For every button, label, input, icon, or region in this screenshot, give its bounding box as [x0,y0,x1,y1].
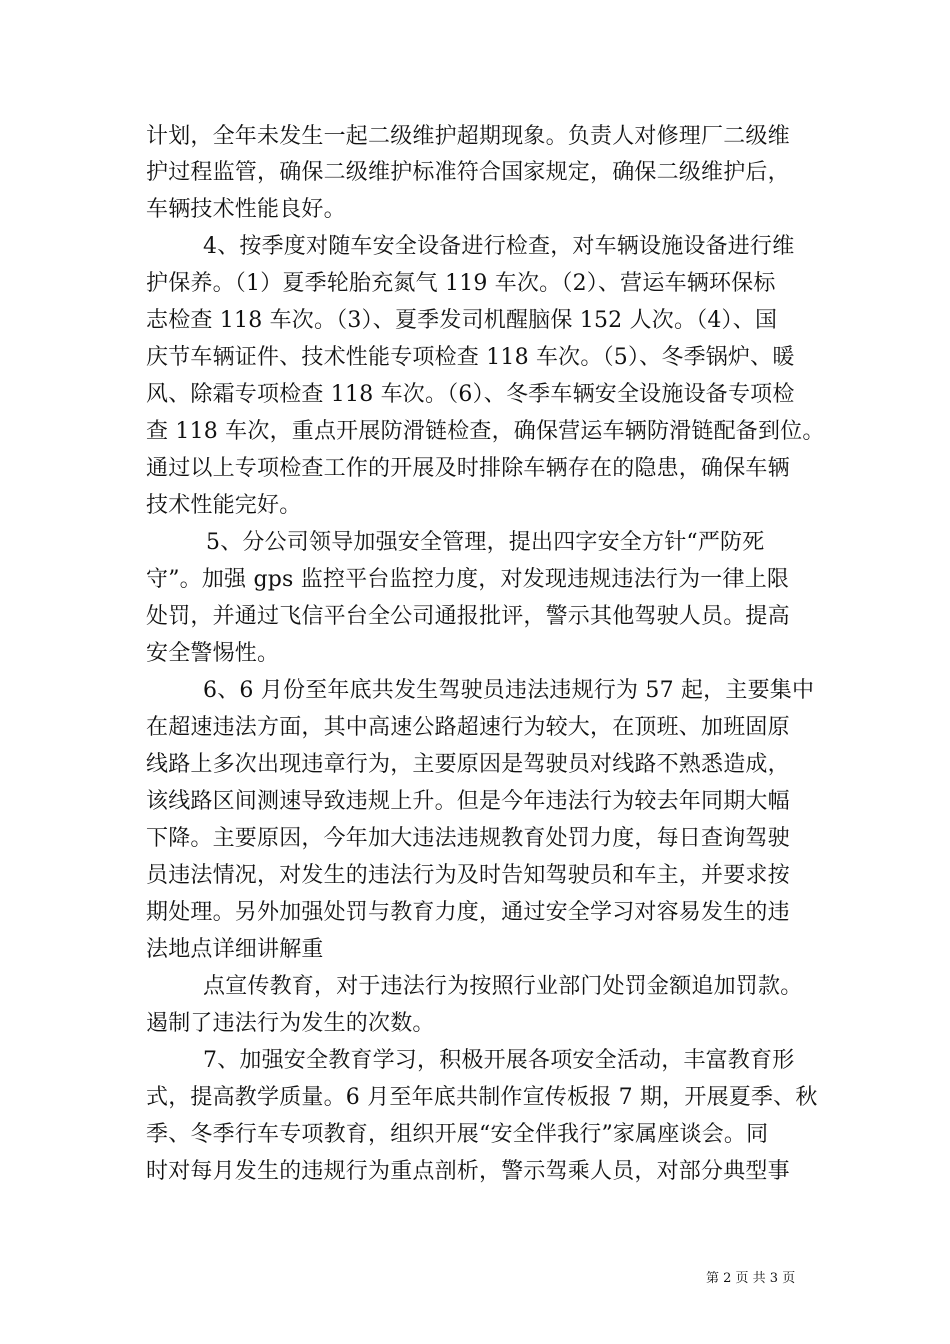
body-text-line: 护过程监管，确保二级维护标准符合国家规定，确保二级维护后， [146,160,790,185]
page-number-footer: 第 2 页 共 3 页 [706,1271,796,1286]
body-text-line: 季、冬季行车专项教育，组织开展“安全伴我行”家属座谈会。同 [146,1122,769,1147]
body-text-line: 点宣传教育，对于违法行为按照行业部门处罚金额追加罚款。 [203,974,803,999]
body-text-line: 技术性能完好。 [146,493,302,518]
body-text-line: 在超速违法方面，其中高速公路超速行为较大，在顶班、加班固原 [146,715,790,740]
paragraph-7-first-line: 7、加强安全教育学习，积极开展各项安全活动，丰富教育形 [203,1048,795,1073]
body-text-line: 计划，全年未发生一起二级维护超期现象。负责人对修理厂二级维 [146,124,790,149]
body-text-line: 庆节车辆证件、技术性能专项检查 118 车次。（5）、冬季锅炉、暖 [146,345,795,370]
body-text-line: 线路上多次出现违章行为，主要原因是驾驶员对线路不熟悉造成， [146,752,790,777]
body-text-line: 式，提高教学质量。6 月至年底共制作宣传板报 7 期，开展夏季、秋 [146,1085,818,1110]
body-text-line: 员违法情况，对发生的违法行为及时告知驾驶员和车主，并要求按 [146,863,790,888]
body-text-line: 时对每月发生的违规行为重点剖析，警示驾乘人员，对部分典型事 [146,1159,790,1184]
body-text-line: 风、除霜专项检查 118 车次。（6）、冬季车辆安全设施设备专项检 [146,382,795,407]
body-text-line: 下降。主要原因，今年加大违法违规教育处罚力度，每日查询驾驶 [146,826,790,851]
body-text-line: 安全警惕性。 [146,641,280,666]
body-text-line: 处罚，并通过飞信平台全公司通报批评，警示其他驾驶人员。提高 [146,604,790,629]
body-text-line: 遏制了违法行为发生的次数。 [146,1011,435,1036]
body-text-line: 该线路区间测速导致违规上升。但是今年违法行为较去年同期大幅 [146,789,790,814]
body-text-line: 护保养。（1）夏季轮胎充氮气 119 车次。（2）、营运车辆环保标 [146,271,776,296]
paragraph-4-first-line: 4、按季度对随车安全设备进行检查，对车辆设施设备进行维 [203,234,795,259]
body-text-line: 期处理。另外加强处罚与教育力度，通过安全学习对容易发生的违 [146,900,790,925]
body-text-line: 法地点详细讲解重 [146,937,324,962]
body-text-line: 车辆技术性能良好。 [146,197,346,222]
body-text-line: 查 118 车次，重点开展防滑链检查，确保营运车辆防滑链配备到位。 [146,419,825,444]
paragraph-6-first-line: 6、6 月份至年底共发生驾驶员违法违规行为 57 起，主要集中 [203,678,815,703]
body-text-line: 通过以上专项检查工作的开展及时排除车辆存在的隐患，确保车辆 [146,456,790,481]
body-text-line: 守”。加强 gps 监控平台监控力度，对发现违规违法行为一律上限 [146,567,790,592]
paragraph-5-first-line: 5、分公司领导加强安全管理，提出四字安全方针“严防死 [206,530,765,555]
body-text-line: 志检查 118 车次。（3）、夏季发司机醒脑保 152 人次。（4）、国 [146,308,778,333]
